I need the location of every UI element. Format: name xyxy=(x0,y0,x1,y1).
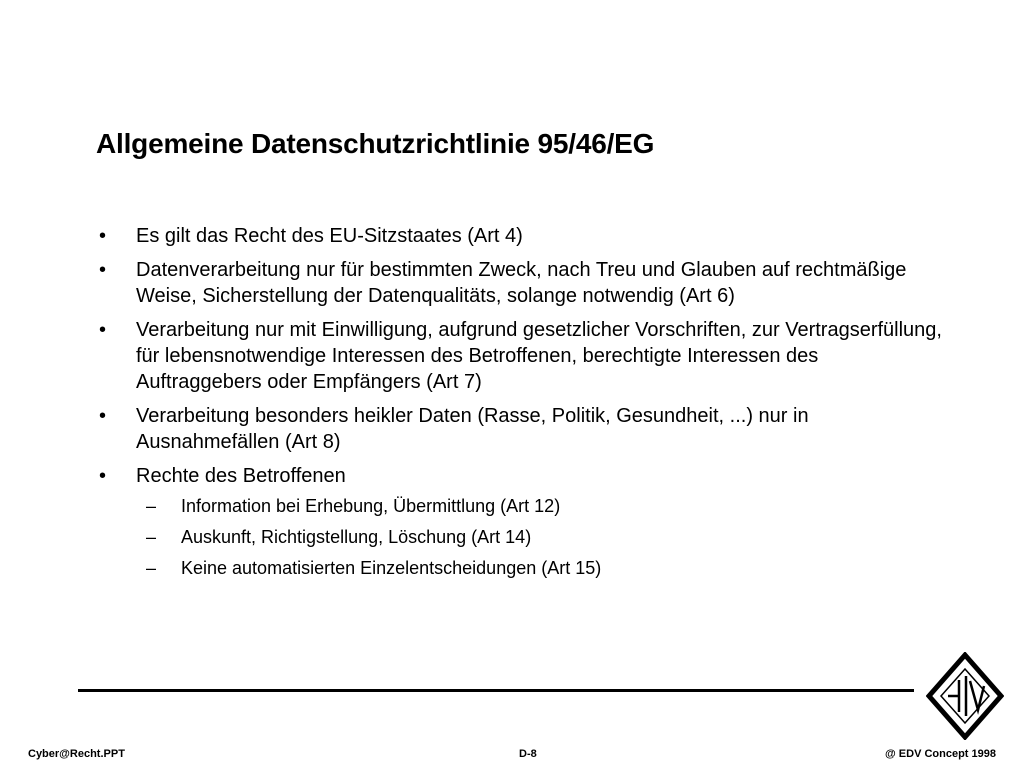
bullet-text: Verarbeitung nur mit Einwilligung, aufgrund gesetzlicher Vorschriften, zur Vertragserfüllung, für lebensnotwendige Interessen des Betroffenen, berechtigte Interessen des Auftraggebers oder Empfängers (Art 7) xyxy=(136,319,942,393)
bullet-marker: • xyxy=(99,465,107,487)
edv-concept-logo-icon xyxy=(926,652,1004,740)
sub-bullet-text: Keine automatisierten Einzelentscheidungen (Art 15) xyxy=(181,558,602,578)
sub-bullet-text: Information bei Erhebung, Übermittlung (Art 12) xyxy=(181,496,561,516)
sub-bullet-item xyxy=(136,495,946,517)
footer-divider xyxy=(78,689,914,692)
slide-title: Allgemeine Datenschutzrichtlinie 95/46/EG xyxy=(96,128,655,159)
sub-bullet-item xyxy=(136,526,946,548)
footer-copyright: @ EDV Concept 1998 xyxy=(885,748,996,760)
bullet-text: Datenverarbeitung nur für bestimmten Zweck, nach Treu und Glauben auf rechtmäßige Weise, Sicherstellung der Datenqualitäts, solange notwendig (Art 6) xyxy=(136,259,907,307)
bullet-text: Es gilt das Recht des EU-Sitzstaates (Art 4) xyxy=(136,225,523,247)
bullet-marker: • xyxy=(99,259,107,281)
bullet-item xyxy=(96,317,946,395)
bullet-text: Verarbeitung besonders heikler Daten (Rasse, Politik, Gesundheit, ...) nur in Ausnahmefällen (Art 8) xyxy=(136,405,809,453)
sub-bullet-marker: – xyxy=(146,558,157,578)
sub-bullet-marker: – xyxy=(146,496,157,516)
bullet-text: Rechte des Betroffenen xyxy=(136,465,346,487)
bullet-marker: • xyxy=(99,225,107,247)
bullet-item xyxy=(96,257,946,309)
bullet-item xyxy=(96,223,946,249)
footer-page-number: D-8 xyxy=(519,748,537,760)
bullet-marker: • xyxy=(99,319,107,341)
sub-bullet-marker: – xyxy=(146,527,157,547)
bullet-marker: • xyxy=(99,405,107,427)
footer-filename: Cyber@Recht.PPT xyxy=(28,748,125,760)
bullet-item xyxy=(96,463,946,579)
sub-bullet-text: Auskunft, Richtigstellung, Löschung (Art 14) xyxy=(181,527,532,547)
sub-bullet-item xyxy=(136,557,946,579)
sub-bullet-list xyxy=(136,495,946,579)
bullet-list xyxy=(96,223,946,588)
bullet-item xyxy=(96,403,946,455)
